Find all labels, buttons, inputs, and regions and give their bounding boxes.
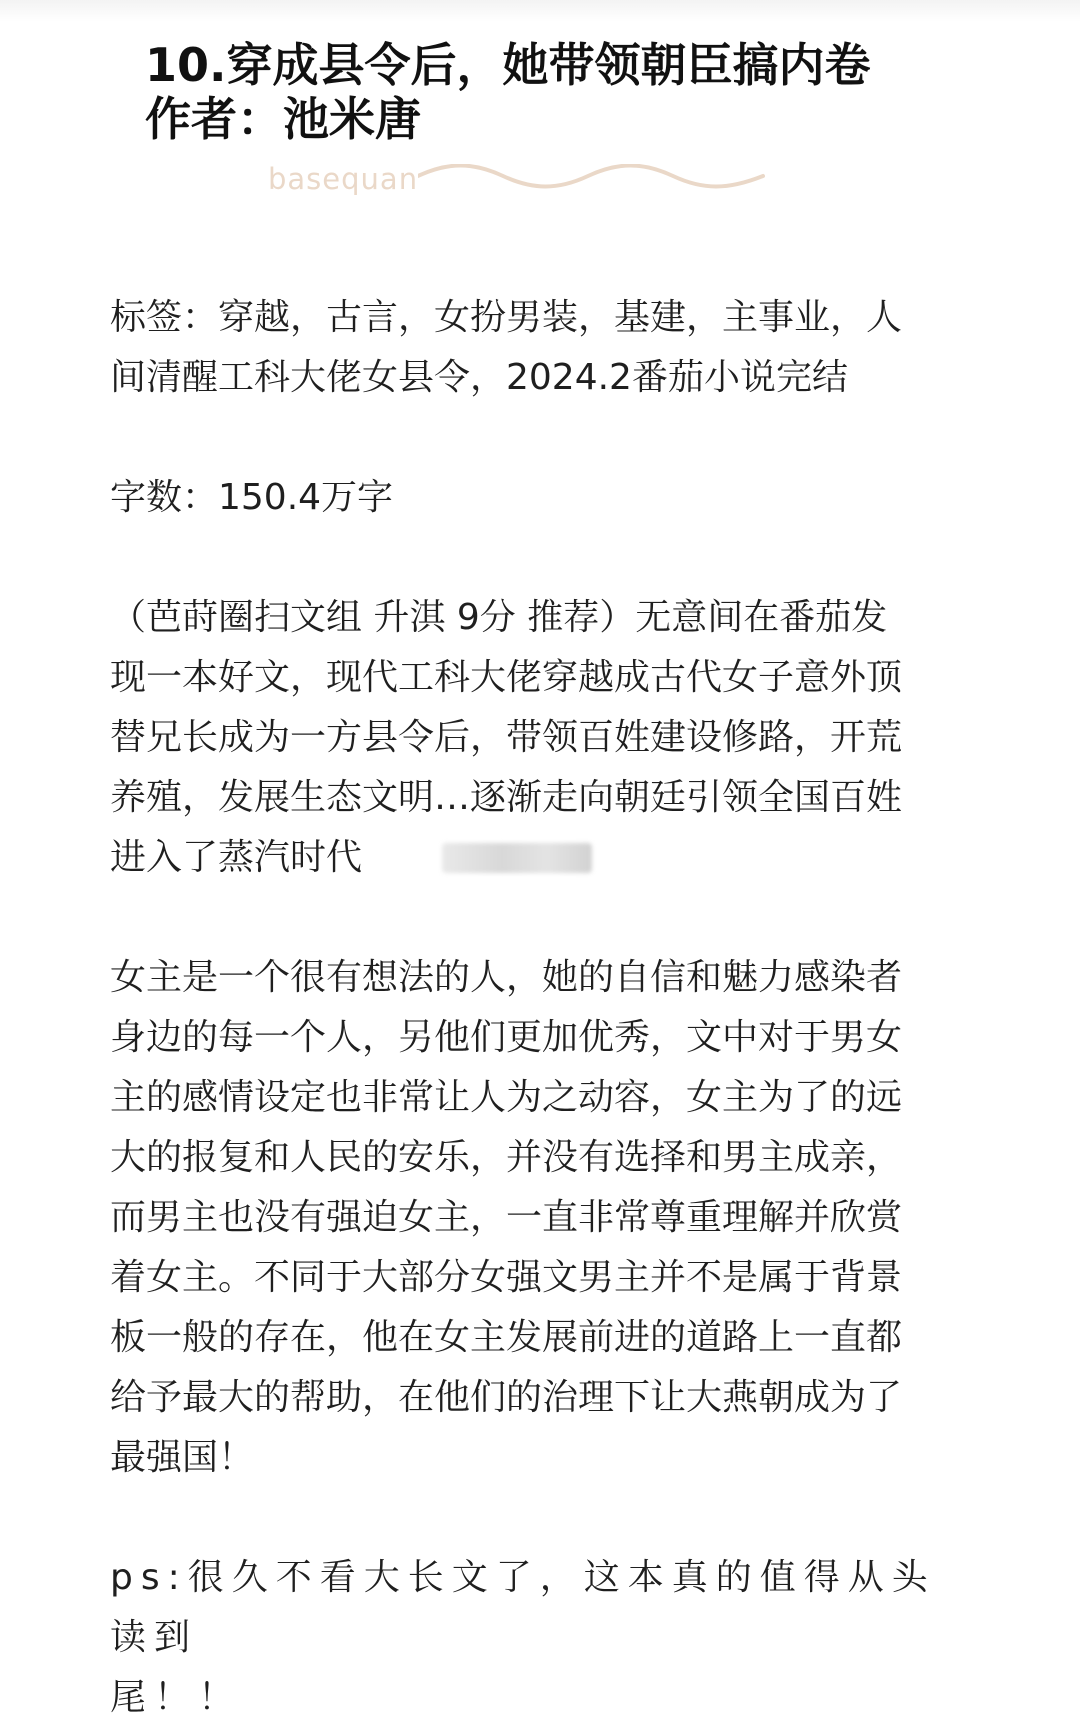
post-title: [145, 38, 871, 146]
recommendation-line: （芭莳圈扫文组 升淇 9分 推荐）无意间在番茄发: [110, 597, 888, 638]
recommendation-line: 现一本好文，现代工科大佬穿越成古代女子意外顶: [110, 657, 903, 698]
review-line: 主的感情设定也非常让人为之动容，女主为了的远: [110, 1077, 903, 1118]
review-line: 给予最大的帮助，在他们的治理下让大燕朝成为了: [110, 1377, 903, 1418]
word-count: 字数：150.4万字: [110, 477, 394, 518]
title-line-book: 10.穿成县令后，她带领朝臣搞内卷: [145, 38, 871, 92]
post-body: [110, 288, 972, 1728]
review-paragraph: [110, 948, 972, 1488]
review-line: 女主是一个很有想法的人，她的自信和魅力感染者: [110, 957, 903, 998]
ps-line: ps:很久不看大长文了，这本真的值得从头读到: [110, 1557, 936, 1658]
top-edge-shadow: [0, 0, 1080, 22]
blurred-redaction: [442, 843, 592, 873]
recommendation-line: 进入了蒸汽时代: [110, 837, 363, 878]
title-line-author: 作者：池米唐: [145, 92, 421, 146]
ps-paragraph: [110, 1548, 972, 1728]
ps-line: 尾！！: [110, 1677, 243, 1718]
tags-paragraph: [110, 288, 972, 408]
recommendation-last-line: [110, 828, 972, 888]
review-line: 而男主也没有强迫女主，一直非常尊重理解并欣赏: [110, 1197, 903, 1238]
review-line: 大的报复和人民的安乐，并没有选择和男主成亲，: [110, 1137, 903, 1178]
review-line: 着女主。不同于大部分女强文男主并不是属于背景: [110, 1257, 903, 1298]
tags-line: 标签：穿越，古言，女扮男装，基建，主事业，人: [110, 297, 903, 338]
review-line: 板一般的存在，他在女主发展前进的道路上一直都: [110, 1317, 903, 1358]
recommendation-line: 替兄长成为一方县令后，带领百姓建设修路，开荒: [110, 717, 903, 758]
review-line: 身边的每一个人，另他们更加优秀，文中对于男女: [110, 1017, 903, 1058]
wave-decoration-icon: [418, 164, 768, 194]
watermark-text: basequan: [268, 162, 419, 196]
review-line: 最强国！: [110, 1437, 255, 1478]
watermark: [268, 158, 808, 202]
recommendation-paragraph: [110, 588, 972, 888]
tags-line: 间清醒工科大佬女县令，2024.2番茄小说完结: [110, 357, 848, 398]
recommendation-line: 养殖，发展生态文明…逐渐走向朝廷引领全国百姓: [110, 777, 903, 818]
